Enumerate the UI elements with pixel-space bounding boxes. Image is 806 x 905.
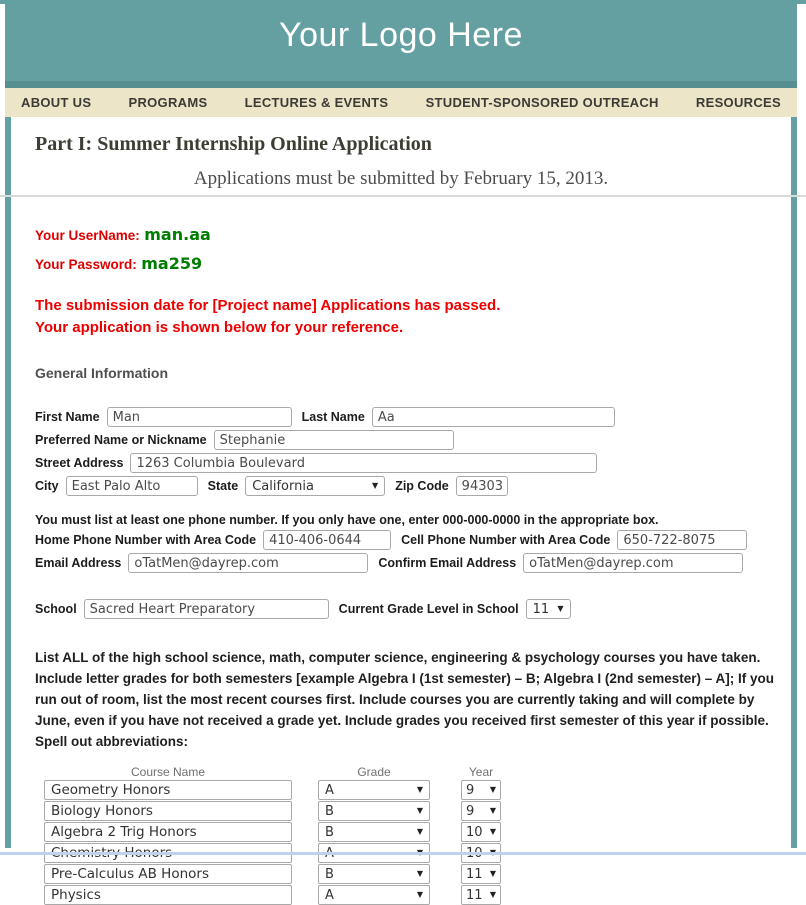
year-selected-value: 11 (466, 887, 483, 903)
zip-code-label: Zip Code (395, 479, 449, 493)
chevron-down-icon: ▼ (416, 806, 423, 815)
divider-rule (0, 195, 806, 197)
street-address-label: Street Address (35, 456, 124, 470)
deadline-notice: Applications must be submitted by February 15, 2013. (193, 168, 609, 189)
column-header-grade: Grade (357, 765, 391, 779)
year-selected-value: 9 (466, 803, 475, 819)
home-phone-input[interactable] (263, 530, 391, 550)
grade-level-selected-value: 11 (532, 601, 550, 617)
warning-line-1: The submission date for [Project name] Applications has passed. (35, 297, 501, 314)
year-select[interactable] (461, 780, 501, 800)
chevron-down-icon: ▼ (489, 869, 496, 878)
course-name-input[interactable] (44, 864, 292, 884)
grade-select[interactable] (318, 822, 430, 842)
state-select[interactable] (245, 476, 385, 496)
first-name-label: First Name (35, 410, 100, 424)
first-name-input[interactable] (107, 407, 292, 427)
course-row (35, 864, 791, 884)
chevron-down-icon: ▼ (489, 785, 496, 794)
city-label: City (35, 479, 59, 493)
chevron-down-icon: ▼ (489, 890, 496, 899)
email-input[interactable] (128, 553, 368, 573)
nav-item-resources[interactable]: RESOURCES (695, 95, 781, 110)
last-name-input[interactable] (372, 407, 615, 427)
viewport-bottom-edge (0, 852, 806, 855)
city-input[interactable] (66, 476, 198, 496)
state-label: State (207, 479, 239, 493)
course-name-input[interactable] (44, 822, 292, 842)
grade-selected-value: B (325, 866, 334, 882)
city-state-zip-row (35, 476, 791, 496)
course-name-input[interactable] (44, 885, 292, 905)
school-label: School (35, 602, 77, 616)
form-content (5, 117, 797, 903)
phone-row (35, 530, 791, 550)
username-value: man.aa (144, 225, 211, 244)
nav-item-programs[interactable]: PROGRAMS (128, 95, 208, 110)
course-row (35, 885, 791, 905)
grade-selected-value: B (325, 803, 334, 819)
nav-item-lectures-events[interactable]: LECTURES & EVENTS (244, 95, 389, 110)
year-select[interactable] (461, 864, 501, 884)
password-value: ma259 (141, 254, 203, 273)
logo-text: Your Logo Here (279, 16, 523, 54)
credentials-block (35, 225, 791, 274)
preferred-name-row (35, 430, 791, 450)
chevron-down-icon: ▼ (372, 481, 379, 490)
street-address-input[interactable] (130, 453, 597, 473)
cell-phone-input[interactable] (617, 530, 747, 550)
course-row (35, 801, 791, 821)
year-selected-value: 9 (466, 782, 475, 798)
grade-select[interactable] (318, 780, 430, 800)
email-label: Email Address (35, 556, 122, 570)
course-name-input[interactable] (44, 780, 292, 800)
main-nav (5, 88, 797, 117)
page-frame (5, 4, 797, 903)
name-row (35, 407, 791, 427)
password-label: Your Password: (35, 257, 137, 272)
chevron-down-icon: ▼ (416, 785, 423, 794)
grade-selected-value: B (325, 824, 334, 840)
grade-select[interactable] (318, 801, 430, 821)
chevron-down-icon: ▼ (489, 806, 496, 815)
course-instructions: List ALL of the high school science, math, computer science, engineering & psychology courses you have taken. Include letter grades for both semesters [example Algebra I (1st semester) – B; Algebra I (2nd semester) – A]; If you run out of room, list the most recent courses first. Include courses you are currently taking and will complete by June, even if you have not received a grade yet. Include grades you received first semester of this year if possible. Spell out abbreviations: (35, 650, 774, 749)
year-selected-value: 10 (466, 824, 483, 840)
preferred-name-label: Preferred Name or Nickname (35, 433, 207, 447)
school-input[interactable] (84, 599, 329, 619)
column-header-year: Year (468, 765, 494, 779)
year-select[interactable] (461, 885, 501, 905)
chevron-down-icon: ▼ (416, 890, 423, 899)
chevron-down-icon: ▼ (489, 827, 496, 836)
zip-code-input[interactable] (456, 476, 508, 496)
year-select[interactable] (461, 801, 501, 821)
general-information-heading: General Information (35, 365, 169, 381)
nav-item-about-us[interactable]: ABOUT US (21, 95, 92, 110)
chevron-down-icon: ▼ (416, 869, 423, 878)
grade-selected-value: A (325, 782, 334, 798)
preferred-name-input[interactable] (214, 430, 454, 450)
last-name-label: Last Name (301, 410, 365, 424)
logo-banner (5, 4, 797, 88)
grade-level-label: Current Grade Level in School (338, 602, 519, 616)
state-selected-value: California (252, 478, 314, 494)
page-title: Part I: Summer Internship Online Application (35, 133, 432, 155)
submission-closed-warning (35, 295, 791, 339)
chevron-down-icon: ▼ (416, 827, 423, 836)
username-line (35, 225, 791, 245)
confirm-email-label: Confirm Email Address (378, 556, 517, 570)
grade-selected-value: A (325, 887, 334, 903)
home-phone-label: Home Phone Number with Area Code (35, 533, 257, 547)
grade-level-select[interactable] (526, 599, 571, 619)
school-row (35, 599, 791, 619)
email-row (35, 553, 791, 573)
course-row (35, 822, 791, 842)
warning-line-2: Your application is shown below for your reference. (35, 319, 404, 336)
password-line (35, 254, 791, 274)
course-row (35, 780, 791, 800)
grade-select[interactable] (318, 885, 430, 905)
street-address-row (35, 453, 791, 473)
grade-select[interactable] (318, 864, 430, 884)
cell-phone-label: Cell Phone Number with Area Code (401, 533, 611, 547)
chevron-down-icon: ▼ (557, 604, 564, 613)
year-select[interactable] (461, 822, 501, 842)
nav-item-student-sponsored-outreach[interactable]: STUDENT-SPONSORED OUTREACH (425, 95, 659, 110)
course-table-header (35, 765, 791, 779)
column-header-course-name: Course Name (130, 765, 206, 779)
year-selected-value: 11 (466, 866, 483, 882)
phone-requirement-note: You must list at least one phone number. If you only have one, enter 000-000-0000 in the appropriate box. (35, 513, 659, 527)
username-label: Your UserName: (35, 228, 140, 243)
confirm-email-input[interactable] (523, 553, 743, 573)
course-name-input[interactable] (44, 801, 292, 821)
